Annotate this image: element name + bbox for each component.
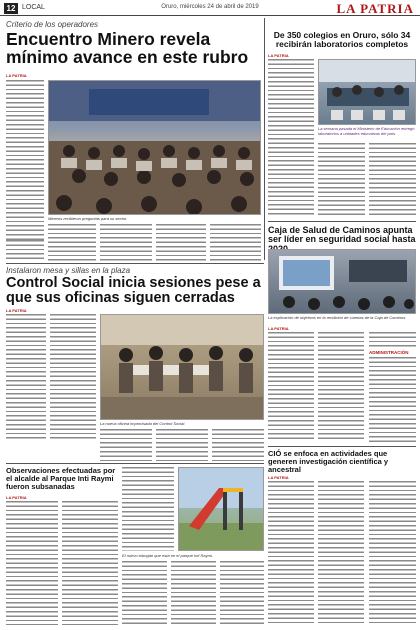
story5-photo <box>178 467 264 551</box>
story3-byline: LA PATRIA <box>268 326 289 331</box>
laboratory-delivery-image <box>319 60 416 125</box>
story1-kicker: Criterio de los operadores <box>6 20 99 29</box>
story4-caption: La nueva oficina improvisada del Control Social. <box>100 421 186 426</box>
story5-text-col1 <box>6 501 58 625</box>
newspaper-logo: LA PATRIA <box>336 1 414 16</box>
story1-text-col1b <box>6 240 44 262</box>
story3-text-col3a <box>369 332 416 348</box>
story3-top-rule <box>268 221 416 222</box>
story6-text-col2 <box>318 481 364 625</box>
story4-text-col1 <box>6 314 46 439</box>
story2-caption: La semana pasada el Ministerio de Educación entregó laboratorios a unidades educativas del país. <box>318 126 415 136</box>
story3-headline: Caja de Salud de Caminos apunta ser líder en seguridad social hasta <box>268 225 416 245</box>
story5-text-col4 <box>122 561 167 625</box>
story5-caption: El nuevo tobogán que está en el parque Inti Raymi. <box>122 553 213 558</box>
story5-top-rule <box>6 463 264 464</box>
story1-text-col2 <box>48 224 96 262</box>
story4-text-col3 <box>100 429 152 461</box>
caja-caminos-presentation-image <box>269 250 416 314</box>
story3-photo <box>268 249 416 314</box>
story4-headline: Control Social inicia sesiones pese a que sus oficinas siguen cerradas <box>6 275 261 307</box>
publication-date: Oruro, miércoles 24 de abril de 2019 <box>161 4 259 10</box>
story1-caption: Mineros recibieron preguntas para su sector. <box>48 216 128 221</box>
story6-headline: CIÓ se enfoca en actividades que generen investigación científica y ancestral <box>268 449 389 474</box>
miners-meeting-image <box>49 81 261 215</box>
story4-top-rule <box>6 263 264 264</box>
story6-top-rule <box>268 446 416 447</box>
story2-text-col1 <box>268 59 314 217</box>
page-number: 12 <box>4 3 18 14</box>
column-divider <box>264 18 265 260</box>
story4-text-col2 <box>50 314 96 439</box>
control-social-plaza-image <box>101 315 264 420</box>
story5-text-col2 <box>62 501 118 625</box>
story5-text-col5 <box>171 561 216 625</box>
story6-byline: LA PATRIA <box>268 475 289 480</box>
park-slide-image <box>179 468 264 551</box>
story3-text-col3b <box>369 357 416 442</box>
story2-headline: De 350 colegios en Oruro, sólo 34 recibirán laboratorios completos <box>273 30 411 49</box>
story3-text-col1 <box>268 332 314 442</box>
story5-headline: Observaciones efectuadas por el alcalde al Parque Inti Raymi fueron subsanadas <box>6 466 116 491</box>
page-header <box>0 0 420 16</box>
story1-byline: LA PATRIA <box>6 73 27 78</box>
story3-text-col2 <box>318 332 364 442</box>
story1-text-col5 <box>210 224 261 262</box>
story3-caption: La explicación de objetivos en la rendición de cuentas de la Caja de Caminos. <box>268 315 407 320</box>
story4-byline: LA PATRIA <box>6 308 27 313</box>
story4-text-col4 <box>156 429 208 461</box>
story4-text-col5 <box>212 429 264 461</box>
story2-byline: LA PATRIA <box>268 53 289 58</box>
story1-text-col3 <box>100 224 152 262</box>
story1-headline: Encuentro Minero revela mínimo avance en este rubro <box>6 29 249 68</box>
story2-text-col3 <box>369 143 416 217</box>
story4-photo <box>100 314 264 420</box>
story1-text-col1 <box>6 80 44 240</box>
story5-text-col3 <box>122 467 174 551</box>
story2-photo <box>318 59 416 125</box>
story3-subhead: ADMINISTRACIÓN <box>369 350 409 355</box>
story1-text-col4 <box>156 224 206 262</box>
story2-text-col2 <box>318 143 365 217</box>
story6-text-col1 <box>268 481 314 625</box>
story5-text-col6 <box>220 561 264 625</box>
story4-kicker: Instalaron mesa y sillas en la plaza <box>6 266 131 275</box>
section-name: LOCAL <box>22 4 45 11</box>
story1-photo <box>48 80 261 215</box>
story5-byline: LA PATRIA <box>6 495 27 500</box>
story6-text-col3 <box>369 481 416 625</box>
